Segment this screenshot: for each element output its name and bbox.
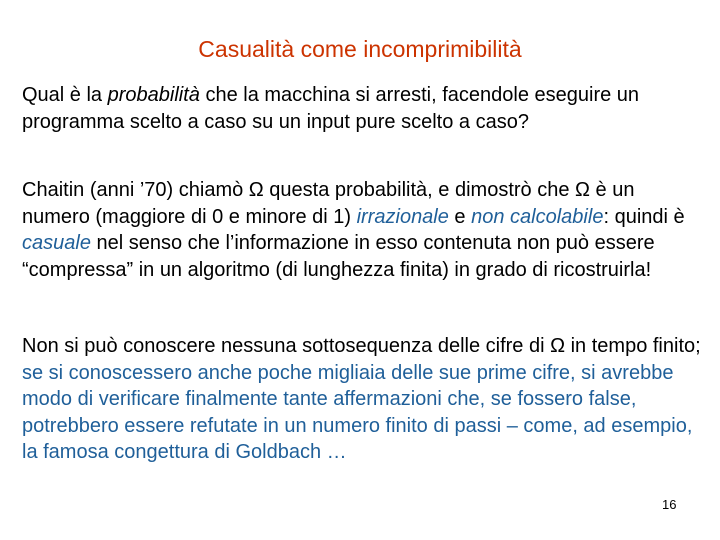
paragraph-chaitin: [22, 177, 707, 283]
p1-text-1: Qual è la: [22, 84, 108, 106]
p2-text-2: e: [448, 205, 472, 228]
p2-text-3: : quindi è: [603, 205, 685, 228]
p1-text-2: che la macchina si arresti, facendole eseguire un programma scelto a caso su un input pure scelto a caso?: [22, 84, 640, 133]
p3-text-1: Non si può conoscere nessuna sottosequenza delle cifre di Ω in tempo finito;: [22, 335, 701, 357]
p2-text-4: nel senso che l’informazione in esso contenuta non può essere “compressa” in un algoritmo (di lunghezza finita) in grado di ricostruirla!: [22, 232, 655, 281]
p2-emphasis-non-calcolabile: non calcolabile: [471, 205, 604, 228]
p2-emphasis-irrazionale: irrazionale: [356, 205, 449, 228]
paragraph-question: [22, 82, 707, 135]
slide-title: Casualità come incomprimibilità: [198, 36, 522, 62]
p1-emphasis-probabilita: probabilità: [107, 84, 200, 106]
page-number: 16: [662, 497, 677, 512]
p2-emphasis-casuale: casuale: [22, 232, 91, 254]
paragraph-omega-digits: [22, 333, 707, 466]
p2-text-1: Chaitin (anni ’70) chiamò Ω questa probabilità, e dimostrò che Ω è un numero (maggiore di 0 e minore di 1): [22, 179, 635, 228]
p3-blue-text: se si conoscessero anche poche migliaia delle sue prime cifre, si avrebbe modo di verificare finalmente tante affermazioni che, se fossero false, potrebbero essere refutate in un numero finito di passi – come, ad esempio, la famosa congettura di Goldbach …: [22, 361, 693, 463]
